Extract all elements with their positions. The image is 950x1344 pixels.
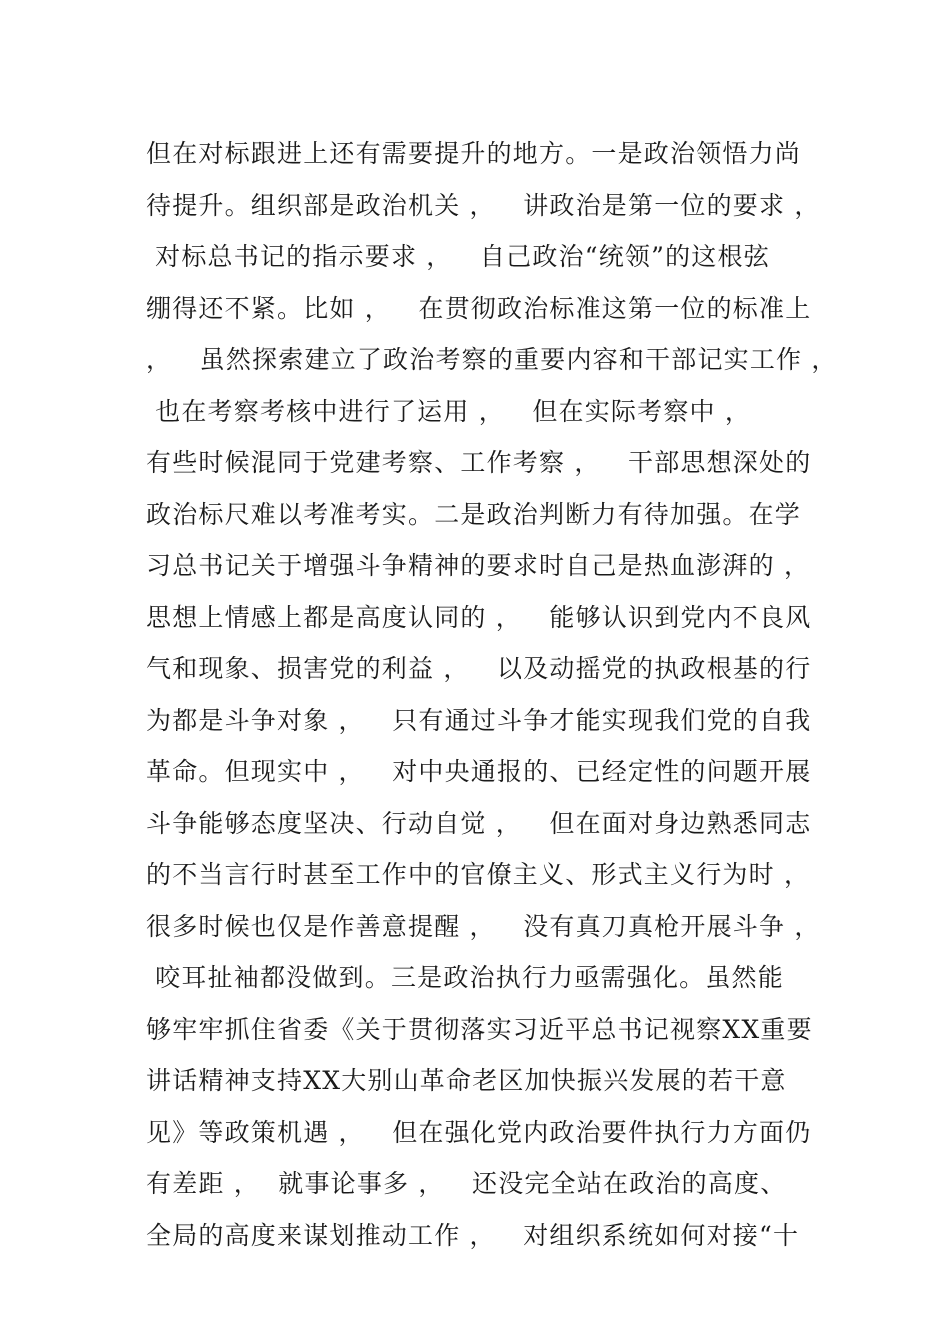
- text-line-14: 斗争能够态度坚决、行动自觉 ， 但在面对身边熟悉同志: [146, 808, 812, 838]
- text-line-5: ， 虽然探索建立了政治考察的重要内容和干部记实工作 ，: [146, 345, 838, 374]
- text-line-6: 也在考察考核中进行了运用 ， 但在实际考察中 ，: [146, 396, 752, 426]
- text-line-11: 气和现象、损害党的利益 ， 以及动摇党的执政根基的行: [146, 654, 812, 683]
- text-line-22: 全局的高度来谋划推动工作 ， 对组织系统如何对接“十: [146, 1220, 800, 1250]
- text-line-10: 思想上情感上都是高度认同的 ， 能够认识到党内不良风: [146, 602, 812, 632]
- text-line-9: 习总书记关于增强斗争精神的要求时自己是热血澎湃的 ，: [146, 551, 811, 580]
- text-line-12: 为都是斗争对象 ， 只有通过斗争才能实现我们党的自我: [146, 705, 812, 735]
- text-line-17: 咬耳扯袖都没做到。三是政治执行力亟需强化。虽然能: [146, 963, 784, 992]
- text-line-20: 见》等政策机遇 ， 但在强化党内政治要件执行力方面仍: [146, 1117, 812, 1147]
- text-line-4: 绷得还不紧。比如 ， 在贯彻政治标准这第一位的标准上: [146, 293, 812, 323]
- text-line-3: 对标总书记的指示要求 ， 自己政治“统领”的这根弦: [146, 242, 770, 271]
- text-line-7: 有些时候混同于党建考察、工作考察 ， 干部思想深处的: [146, 448, 812, 477]
- text-line-1: 但在对标跟进上还有需要提升的地方。一是政治领悟力尚: [146, 139, 802, 168]
- text-line-13: 革命。但现实中 ， 对中央通报的、已经定性的问题开展: [146, 757, 812, 786]
- text-line-16: 很多时候也仅是作善意提醒 ， 没有真刀真枪开展斗争 ，: [146, 911, 821, 941]
- body-text: [146, 128, 838, 1261]
- text-line-18: 够牢牢抓住省委《关于贯彻落实习近平总书记视察XX重要: [146, 1014, 813, 1044]
- text-line-15: 的不当言行时甚至工作中的官僚主义、形式主义行为时 ，: [146, 860, 811, 889]
- text-line-8: 政治标尺难以考准考实。二是政治判断力有待加强。在学: [146, 499, 802, 529]
- text-line-2: 待提升。组织部是政治机关 ， 讲政治是第一位的要求 ，: [146, 190, 821, 220]
- text-line-19: 讲话精神支持XX大别山革命老区加快振兴发展的若干意: [146, 1066, 787, 1095]
- text-line-21: 有差距 ， 就事论事多 ， 还没完全站在政治的高度、: [146, 1169, 787, 1198]
